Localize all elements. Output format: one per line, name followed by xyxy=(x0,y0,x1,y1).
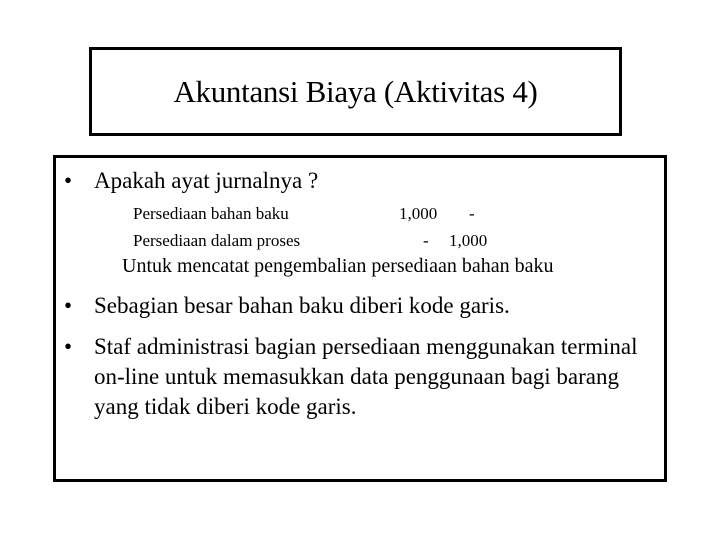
title-box xyxy=(89,47,622,136)
journal-debit: - xyxy=(423,231,429,250)
journal-credit: 1,000 xyxy=(449,231,488,250)
journal-account: Persediaan bahan baku xyxy=(133,204,289,223)
slide-title: Akuntansi Biaya (Aktivitas 4) xyxy=(173,73,538,109)
bullet-icon: • xyxy=(64,334,73,359)
bullet-text: Staf administrasi bagian persediaan menggunakan terminal on-line untuk memasukkan data penggunaan bagi barang yang tidak diberi kode garis. xyxy=(94,334,638,419)
bullet-icon: • xyxy=(64,168,73,193)
bullet-icon: • xyxy=(64,293,73,318)
journal-account: Persediaan dalam proses xyxy=(133,231,301,250)
journal-note: Untuk mencatat pengembalian persediaan bahan baku xyxy=(122,255,554,277)
bullet-text: Sebagian besar bahan baku diberi kode garis. xyxy=(94,293,510,318)
content-box xyxy=(53,155,667,482)
question-text: Apakah ayat jurnalnya ? xyxy=(94,168,319,193)
journal-credit: - xyxy=(469,204,475,223)
journal-debit: 1,000 xyxy=(399,204,438,223)
